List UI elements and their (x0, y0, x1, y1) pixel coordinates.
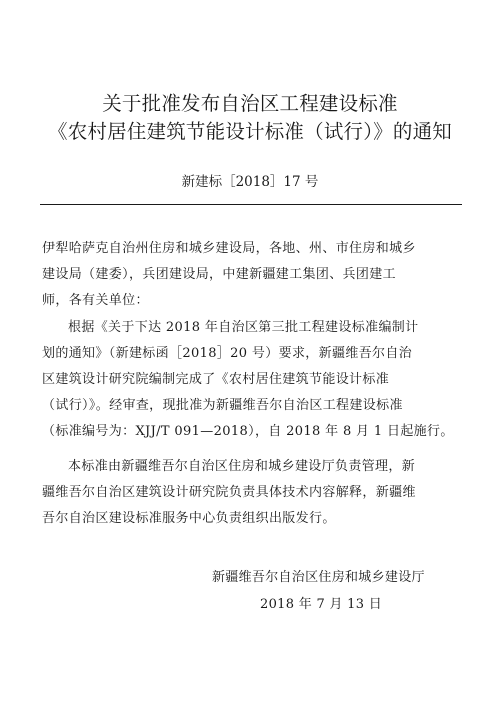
document-number: 新建标［2018］17 号 (181, 174, 319, 190)
body-line-1: 伊犁哈萨克自治州住房和城乡建设局，各地、州、市住房和城乡 (42, 241, 416, 256)
issuer-name: 新疆维吾尔自治区住房和城乡建设厅 (212, 570, 425, 585)
body-line-10: 疆维吾尔自治区建筑设计研究院负责具体技术内容解释，新疆维 (42, 485, 416, 500)
body-line-2: 建设局（建委），兵团建设局，中建新疆建工集团、兵团建工 (42, 267, 396, 282)
body-line-11: 吾尔自治区建设标准服务中心负责组织出版发行。 (42, 511, 336, 526)
body-line-7: （试行）》。经审查，现批准为新疆维吾尔自治区工程建设标准 (42, 398, 403, 413)
notice-title-line-1: 关于批准发布自治区工程建设标准 (102, 92, 398, 115)
notice-title-line-2: 《农村居住建筑节能设计标准（试行）》的通知 (48, 120, 452, 143)
body-line-5: 划的通知》（新建标函［2018］20 号）要求，新疆维吾尔自治 (42, 346, 413, 361)
body-line-9: 本标准由新疆维吾尔自治区住房和城乡建设厅负责管理，新 (68, 459, 416, 474)
body-line-4: 根据《关于下达 2018 年自治区第三批工程建设标准编制计 (68, 320, 419, 335)
issue-date: 2018 年 7 月 13 日 (260, 597, 383, 612)
body-line-6: 区建筑设计研究院编制完成了《农村居住建筑节能设计标准 (42, 372, 390, 387)
body-line-3: 师，各有关单位： (42, 293, 149, 308)
header-divider (40, 204, 462, 205)
body-line-8: （标准编号为：XJJ/T 091—2018），自 2018 年 8 月 1 日起施行。 (42, 424, 454, 439)
